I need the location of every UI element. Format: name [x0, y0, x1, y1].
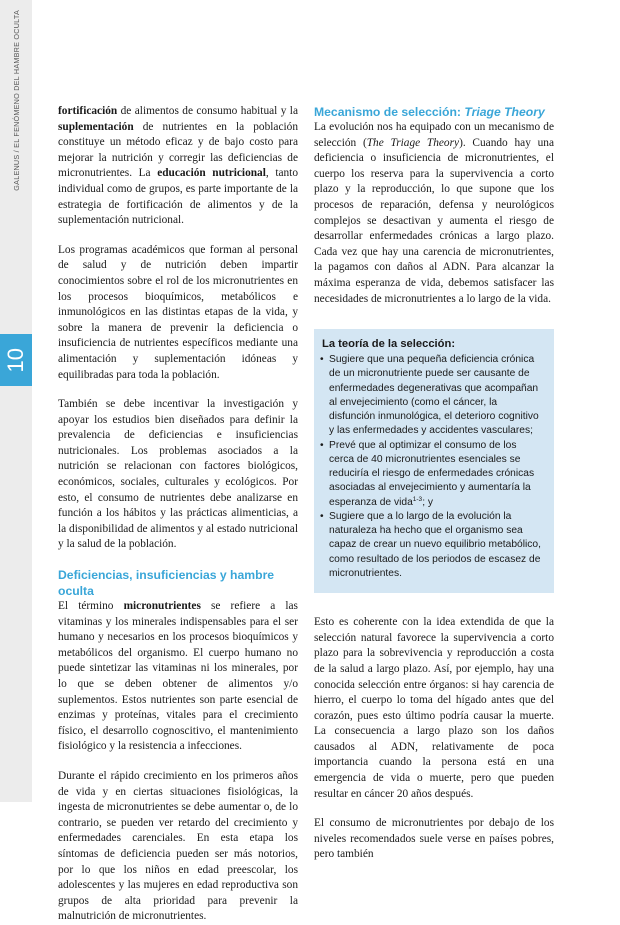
- paragraph: Durante el rápido crecimiento en los primeros años de vida y en ciertas situaciones fisiológicas, la ingesta de micronutrientes se debe aumentar o, de lo contrario, se pueden ver retardo del crecimiento y enfermedades carenciales. En esta etapa los síntomas de deficiencia pueden ser más notorios, por lo que los niños en edad preescolar, los adolescentes y las mujeres en edad reproductiva son grupos de alta prioridad para prevenir la malnutrición de micronutrientes.: [58, 769, 298, 923]
- paragraph: [58, 104, 298, 229]
- list-item: • Sugiere que a lo largo de la evolución la naturaleza ha hecho que el organismo sea capaz de crear un nuevo equilibrio metabólico, como resultado de los periodos de escasez de micronutrientes.: [320, 510, 544, 581]
- bold-term: educación nutricional: [157, 167, 266, 180]
- sidebar: [0, 0, 32, 802]
- text-run: La evolución nos ha equipado con un mecanismo de selección (: [314, 121, 554, 149]
- text-run: , tanto individual como de grupos, es parte importante de la estrategia de fortificación de alimentos y de la suplementación nutricional.: [58, 167, 299, 227]
- running-head: [3, 10, 29, 280]
- callout-list: [320, 353, 544, 581]
- text-run: El término: [58, 600, 124, 613]
- section-heading: Deficiencias, insuficiencias y hambre oculta: [58, 568, 275, 599]
- paragraph: El consumo de micronutrientes por debajo de los niveles recomendados suele verse en países pobres, pero también: [314, 817, 554, 861]
- text-run: se refiere a las vitaminas y los minerales indispensables para el ser humano y necesarios en los procesos bioquímicos y metabólicos del organismo. El cuerpo humano no puede sintetizar las vitaminas ni los minerales, por lo que se deben obtener de alimentos y/o suplementos. Estos nutrientes son parte esencial de enzimas y proteínas, vitales para el crecimiento físico, el desarrollo cognoscitivo, el mantenimiento fisiológico y la resistencia a infecciones.: [58, 600, 298, 753]
- section-heading: [314, 104, 554, 120]
- bold-term: fortificación: [58, 105, 118, 117]
- paragraph: [58, 599, 298, 755]
- callout-title: La teoría de la selección:: [322, 338, 456, 351]
- paragraph: [314, 120, 554, 307]
- list-item: [320, 439, 544, 510]
- bold-term: micronutrientes: [123, 600, 201, 613]
- list-item: • Sugiere que una pequeña deficiencia crónica de un micronutriente puede ser causante de enfermedades degenerativas que acompañan al envejecimiento (como el cáncer, la disfunción inmunológica, el deterioro cognitivo y las enfermedades y accidentes vasculares;: [320, 353, 544, 439]
- text-run: de alimentos de consumo habitual y la: [117, 105, 298, 117]
- right-column: [314, 104, 554, 863]
- running-head-text: GALENUS / EL FENÓMENO DEL HAMBRE OCULTA: [11, 10, 21, 191]
- page-number-tab: [0, 334, 32, 386]
- text-run: ). Cuando hay una deficiencia o insuficiencia de micronutrientes, el cuerpo los reserva para la supervivencia a corto plazo y la reproducción, lo que supone que los procesos de reparación, defensa y neurológicos complejos se desactivan y aumenta el riesgo de desarrollar enfermedades crónicas a largo plazo. Cada vez que hay una carencia de micronutrientes, la pagamos con daños al ADN. Para alcanzar la máxima esperanza de vida, debemos satisfacer las necesidades de micronutrientes a lo largo de la vida.: [314, 136, 555, 305]
- bold-term: suplementación: [58, 120, 134, 133]
- text-run: Prevé que al optimizar el consumo de los cerca de 40 micronutrientes esenciales se reduciría el riesgo de enfermedades crónicas asociadas al envejecimiento y aumentaría la esperanza de vida: [329, 439, 535, 508]
- text-run: ; y: [422, 496, 434, 508]
- paragraph: También se debe incentivar la investigación y apoyar los estudios bien diseñados para definir la prevalencia de deficiencias e insuficiencias nutricionales. Los problemas asociados a la nutrición se relacionan con factores biológicos, económicos, sociales, culturales y ecológicos. Por esto, el consumo de nutrientes debe analizarse en función a los hábitos y las prácticas alimenticias, a la disponibilidad de alimentos y al estado nutricional y la salud de la población.: [58, 398, 298, 551]
- italic-text: The Triage Theory: [366, 136, 460, 149]
- paragraph: Esto es coherente con la idea extendida de que la selección natural favorece la supervivencia a corto plazo para la sobrevivencia y reproducción a costa de la salud a largo plazo. Así, por ejemplo, hay una conocida selección entre órganos: si hay carencia de hierro, el cuerpo lo toma del hígado antes que del corazón, pues esto último podría causar la muerte. La consecuencia a largo plazo son los daños causados al ADN, relativamente de poca importancia cuando la persona está en una emergencia de vida o muerte, pero que pueden resultar en cáncer 20 años después.: [314, 616, 554, 800]
- page-number: 10: [3, 347, 28, 373]
- heading-italic: Triage Theory: [464, 105, 545, 119]
- text-run: de nutrientes en la población constituye un método eficaz y de bajo costo para mejorar la nutrición y corregir las deficiencias de micronutrientes. La: [58, 120, 298, 180]
- callout-box: [314, 329, 554, 593]
- heading-text: Mecanismo de selección:: [314, 105, 465, 119]
- citation: 1-3: [412, 495, 423, 503]
- paragraph: Los programas académicos que forman al personal de salud y de nutrición deben impartir conocimientos sobre el rol de los micronutrientes en los procesos bioquímicos, metabólicos e inmunológicos en las distintas etapas de la vida, y sobre la manera de prevenir la deficiencia o insuficiencia de nutrientes específicos mediante una alimentación y suplementación idóneas y equilibradas para toda la población.: [58, 243, 298, 381]
